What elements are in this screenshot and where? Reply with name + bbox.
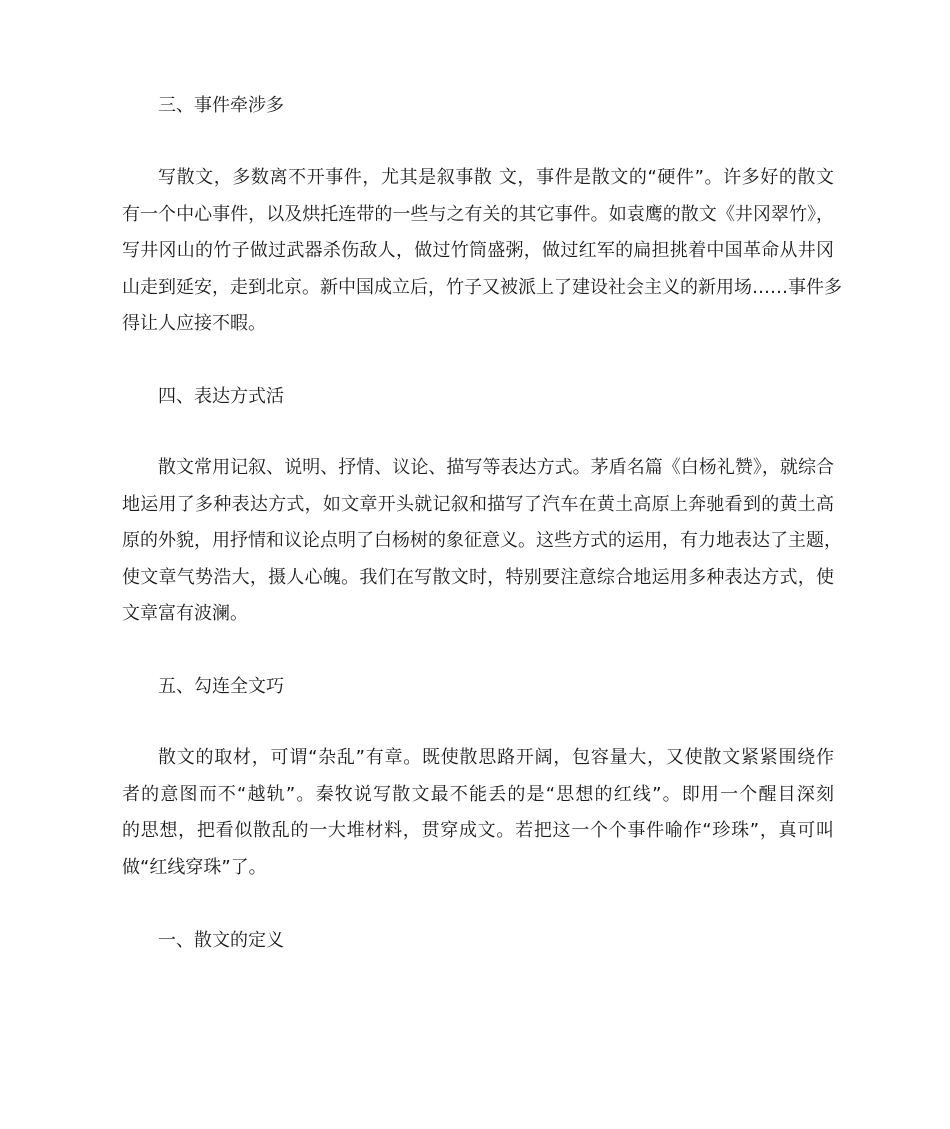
- paragraph-line: 写散文，多数离不开事件，尤其是叙事散 文，事件是散文的“硬件”。许多好的散文: [158, 167, 834, 188]
- section-heading-3: 三、事件牵涉多: [158, 95, 284, 116]
- section-heading-4: 四、表达方式活: [158, 386, 284, 407]
- paragraph-line: 做“红线穿珠”了。: [122, 856, 267, 878]
- paragraph-line: 得让人应接不暇。: [122, 313, 266, 334]
- paragraph-line: 者的意图而不“越轨”。秦牧说写散文最不能丢的是“思想的红线”。即用一个醒目深刻: [122, 783, 834, 805]
- section-paragraph-4: [122, 450, 842, 633]
- paragraph-line: 散文的取材，可谓“杂乱”有章。既使散思路开阔，包容量大，又使散文紧紧围绕作: [158, 747, 834, 768]
- paragraph-line: 原的外貌，用抒情和议论点明了白杨树的象征意义。这些方式的运用，有力地表达了主题，: [122, 530, 842, 551]
- paragraph-line: 写井冈山的竹子做过武器杀伤敌人，做过竹筒盛粥，做过红军的扁担挑着中国革命从井冈: [122, 240, 834, 261]
- paragraph-line: 有一个中心事件，以及烘托连带的一些与之有关的其它事件。如袁鹰的散文《井冈翠竹》，: [122, 203, 834, 225]
- paragraph-line: 地运用了多种表达方式，如文章开头就记叙和描写了汽车在黄土高原上奔驰看到的黄土高: [122, 493, 834, 515]
- paragraph-line: 山走到延安，走到北京。新中国成立后，竹子又被派上了建设社会主义的新用场……事件多: [122, 276, 842, 298]
- paragraph-line: 使文章气势浩大，摄人心魄。我们在写散文时，特别要注意综合地运用多种表达方式，使: [122, 566, 834, 588]
- section-heading-1: 一、散文的定义: [158, 930, 284, 951]
- section-paragraph-3: [122, 160, 842, 343]
- paragraph-line: 文章富有波澜。: [122, 603, 248, 624]
- paragraph-line: 散文常用记叙、说明、抒情、议论、描写等表达方式。茅盾名篇《白杨礼赞》，就综合: [158, 457, 834, 478]
- section-paragraph-5: [122, 740, 834, 886]
- paragraph-line: 的思想，把看似散乱的一大堆材料，贯穿成文。若把这一个个事件喻作“珍珠”，真可叫: [122, 820, 834, 841]
- section-heading-5: 五、勾连全文巧: [158, 676, 284, 697]
